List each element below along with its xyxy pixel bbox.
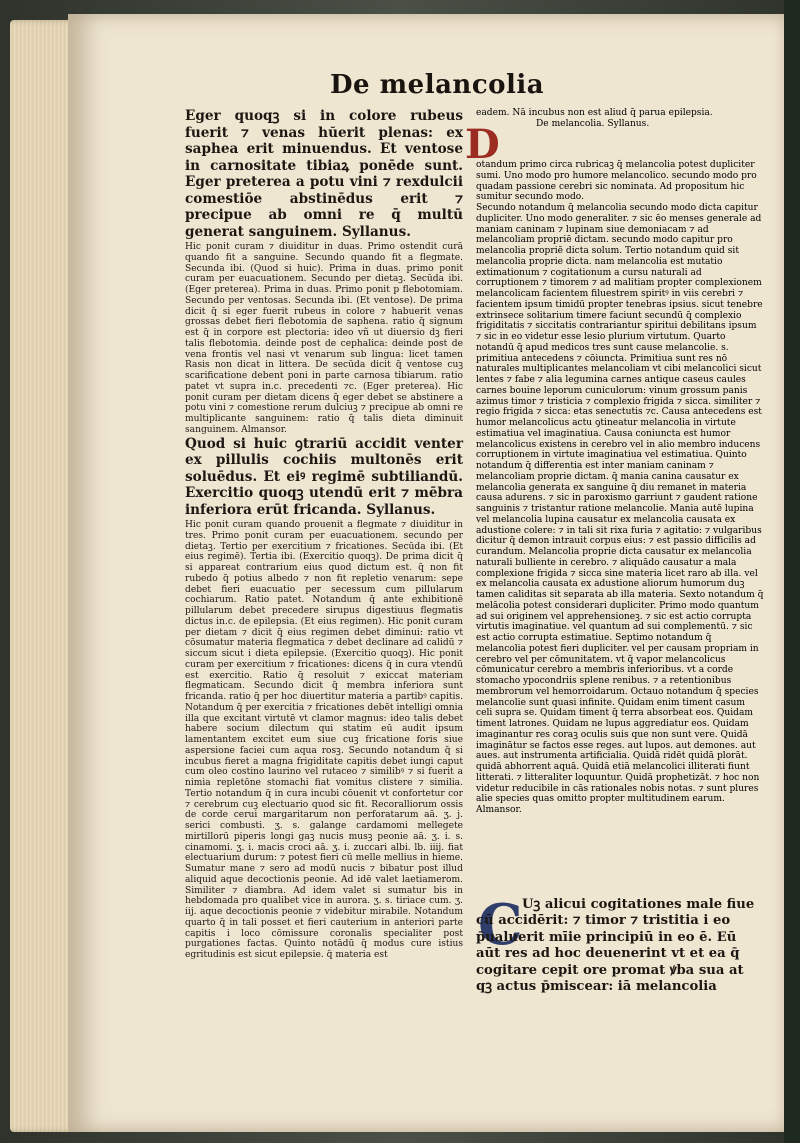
left-lead-paragraph-2: Quod si huic ꝯtrariū accidit venter ex pillulis cochiis multonēs erit soluēdus. Et eiꝰ regimē subtiliandū. Exercitio quoqꝫ utendū erit ⁊ mēbra inferiora erūt fricanda. Syllanus.	[185, 435, 463, 518]
right-rubric: De melancolia. Syllanus.	[536, 118, 650, 129]
drop-initial-d: D	[465, 121, 500, 168]
left-commentary-2: Hic ponit curam quando prouenit a flegmate ⁊ diuiditur in tres. Primo ponit curam per euacuationem. secundo per dietaꝫ. Tertio per exercitium ⁊ fricationes. Secūda ibi. (Et eius regimē). Tertia ibi. (Exercitio quoqꝫ). De prima dicit q̄ si appareat contrarium eius quod dictum est. q̄ non fit rubedo q̄ potius albedo ⁊ non fit repletio venarum: sepe debet fieri euacuatio per secessum cum pillularum cochiarum. Ratio patet. Notandum q̄ ante exhibitionē pillularum debet precedere sirupus digestiuus flegmatis dictus in.c. de epilepsia. (Et eius regimen). Hic ponit curam per dietam ⁊ dicit q̄ eius regimen debet diminui: ratio vt cōsumatur materia flegmatica ⁊ debet declinare ad calidū ⁊ siccum sicut i dieta epilepsie. (Exercitio quoqꝫ). Hic ponit curam per exercitium ⁊ fricationes: dicens q̄ in cura vtendū est exercitio. Ratio q̄ resoluit ⁊ exiccat materiam flegmaticam. Secundo dicit q̄ membra inferiora sunt fricanda. ratio q̄ per hoc diuertitur materia a partibꝰ capitis. Notandum q̄ per exercitia ⁊ fricationes debēt intelligi omnia illa que excitant virtutē vt clamor magnus: ideo talis debet habere socium dilectum qui statim eū audit ipsum lamentantem excitet eum siue cuꝫ fricatione foris siue aspersione faciei cum aqua rosꝫ. Secundo notandum q̄ si incubus fieret a magna frigiditate capitis debet iungi caput cum oleo costino laurino vel rutaceo ⁊ similibꝰ ⁊ si fuerit a nimia repletōne stomachi fiat vomitus clistere ⁊ similia. Tertio notandum q̄ in cura incubi cōuenit vt confortetur cor ⁊ cerebrum cuꝫ electuario quod sic fit. Recoralliorum ossis de corde cerui margaritarum non perforatarum aā. ʒ. j. serici combusti. ʒ. s. galange cardamomi mellegete mirtillorū piperis longi gaꝫ nucis musꝫ peonie aā. ʒ. i. s. cinamomi. ʒ. i. macis croci aā. ʒ. i. zuccari albi. lb. iiij. fiat electuarium durum: ⁊ potest fieri cū melle mellius in hieme. Sumatur mane ⁊ sero ad modū nucis ⁊ bibatur post illud aliquid aque decoctionis peonie. Ad idē valet laetiamerom. Similiter ⁊ diambra. Ad idem valet si sumatur bis in hebdomada pro qualibet vice in aurora. ʒ. s. tiriace cum. ʒ. iij. aque decoctionis peonie ⁊ videbitur mirabile. Notandum quarto q̄ in tali posset et fieri cauterium in anteriori parte capitis i loco cōmissure coronalis specialiter post purgationes factas. Quinto notādū q̄ modus cure istius egritudinis est sicut epilepsie. q̄ materia est	[185, 520, 463, 960]
page-header-title: De melancolia	[330, 70, 545, 100]
left-commentary-1: Hic ponit curam ⁊ diuiditur in duas. Primo ostendit curā quando fit a sanguine. Secundo quando fit a flegmate. Secunda ibi. (Quod si huic). Prima in duas. primo ponit curam per euacuationem. Secundo per dietaꝫ. Secūda ibi. (Eger preterea). Prima in duas. Primo ponit p flebotomiam. Secundo per ventosas. Secunda ibi. (Et ventose). De prima dicit q̄ si eger fuerit rubeus in colore ⁊ habuerit venas grossas debet fieri flebotomia de saphena. ratio q̄ signum est q̄ in corpore est plectoria: ideo vñ ut diuersio dꝫ fieri talis flebotomia. deinde post de cephalica: deinde post de vena frontis vel nasi vt venarum sub lingua: licet tamen Rasis non dicat in littera. De secūda dicit q̄ ventose cuꝫ scarificatione debent poni in parte carnosa tibiarum. ratio patet vt supra in.c. precedenti ⁊c. (Eger preterea). Hic ponit curam per dietam dicens q̄ eger debet se abstinere a potu vini ⁊ comestione rerum dulciuꝫ ⁊ precipue ab omni re multiplicante sanguinem: ratio q̄ talis dieta diminuit sanguinem. Almansor.	[185, 242, 463, 435]
right-continuation-text: eadem. Nā incubus non est aliud q̄ parua epilepsia.	[476, 108, 713, 118]
right-commentary: Secundo notandum q̄ melancolia secundo modo dicta capitur dupliciter. Uno modo generaliter. ⁊ sic ēo menses generale ad maniam caninam ⁊ lupinam siue demoniacam ⁊ ad melancoliam propriē dictam. secundo modo capitur pro melancolia propriē dicta solum. Tertio notandum quid sit melancolia proprie dicta. nam melancolia est mutatio extimationum ⁊ cogitationum a cursu naturali ad corruptionem ⁊ timorem ⁊ ad malitiam propter complexionem melancolicam facientem filuestrem spiritꝰ in viis cerebri ⁊ facientem ipsum timidū propter tenebras ipsius. sicut tenebre extrinsece solitarium timere faciunt secundū q̄ complexio frigiditatis ⁊ siccitatis contrariantur spiritui debilitans ipsum ⁊ sic in eo videtur esse lesio plurium virtutum. Quarto notandū q̄ apud medicos tres sunt cause melancolie. s. primitiua antecedens ⁊ cōiuncta. Primitiua sunt res nō naturales multiplicantes melancoliam vt cibi melancolici sicut lentes ⁊ fabe ⁊ alia legumina carnes antique caseus caules carnes bouine leporum cuniculorum: vinum grossum panis azimus timor ⁊ tristicia ⁊ complexio frigida ⁊ sicca. similiter ⁊ regio frigida ⁊ sicca: etas senectutis ⁊c. Causa antecedens est humor melancolicus actu ꝯtineatur melancolia in virtute estimatiua vel imaginatiua. Causa coniuncta est humor melancolicus existens in cerebro vel in alio membro inducens corruptionem in virtute imaginatiua vel estimatiua. Quinto notandum q̄ differentia est inter maniam caninam ⁊ melancoliam proprie dictam. q̄ mania canina causatur ex melancolia generata ex sanguine q̄ diu remanet in materia causa adurens. ⁊ sic in paroxismo garriunt ⁊ gaudent ratione sanguinis ⁊ tristantur ratione melancolie. Mania autē lupina vel melancolia lupina causatur ex melancolia causata ex adustione colere: ⁊ in tali sit rixa furia ⁊ agitatio: ⁊ vulgaribus dicitur q̄ demon intrauit corpus eius: ⁊ est passio difficilis ad curandum. Melancolia proprie dicta causatur ex melancolia naturali bulliente in cerebro. ⁊ aliquādo causatur a mala complexione frigida ⁊ sicca sine materia licet raro ab illa. vel ex melancolia causata ex adustione aliorum humorum duꝫ tamen caliditas sit separata ab illa materia. Sexto notandum q̄ melācolia potest considerari dupliciter. Primo modo quantum ad sui originem vel apprehensioneꝫ. ⁊ sic est actio corrupta virtutis imaginatiue. vel quantum ad sui complementū. ⁊ sic est actio corrupta estimatiue. Septimo notandum q̄ melancolia potest fieri dupliciter. vel per causam propriam in cerebro vel per cōmunitatem. vt q̄ vapor melancolicus cōmunicatur cerebro a membris inferioribus. vt a corde stomacho ypocondriis splene renibus. ⁊ a retentionibus membrorum vel hemorroidarum. Octauo notandum q̄ species melancolie sunt quasi infinite. Quidam enim timent casum celi supra se. Quidam timent q̄ terra absorbeat eos. Quidam timent latrones. Quidam ne lupus aggrediatur eos. Quidam imaginantur res coraꝫ oculis suis que non sunt vere. Quidā imaginātur se factos esse reges. aut lupos. aut demones. aut aues. aut instrumenta artificialia. Quidā ridēt quidā plorāt. quidā abhorrent aquā. Quidā etiā melancolici illiterati fiunt litterati. ⁊ litteraliter loquuntur. Quidā prophetizāt. ⁊ hoc non videtur reducibile in cās rationales nobis notas. ⁊ sunt plures alie species quas omitto propter multitudinem earum. Almansor.	[476, 203, 764, 815]
right-border-strip	[784, 0, 800, 1143]
right-column-main	[476, 160, 764, 816]
right-final-lead-paragraph: Uꝫ alicui cogitationes male fiue cū accidērit: ⁊ timor ⁊ tristitia i eo p̄ualuerit mīie principiū in eo ē. Eū aūt res ad hoc deuenerint vt et ea q̄ cogitare cepit ore promat ꝟba sua at qꝫ actus p̄miscear: iā melancolia	[476, 897, 755, 995]
left-column	[185, 108, 463, 961]
left-lead-paragraph-1: Eger quoqꝫ si in colore rubeus fuerit ⁊ venas hŭerit plenas: ex saphea erit minuendus. Et ventose in carnositate tibiaꝝ ponēde sunt. Eger preterea a potu vini ⁊ rexdulcii comestiōe abstinēdus erit ⁊ precipue ab omni re q̄ multū generat sanguinem. Syllanus.	[185, 108, 463, 240]
right-column-top	[476, 108, 764, 130]
right-intro-text: otandum primo circa rubricaꝫ q̄ melancolia potest dupliciter sumi. Uno modo pro humore melancolico. secundo modo pro quadam passione cerebri sic nominata. Ad propositum hic sumitur secundo modo.	[476, 160, 757, 203]
drop-initial-c: C	[478, 892, 523, 958]
